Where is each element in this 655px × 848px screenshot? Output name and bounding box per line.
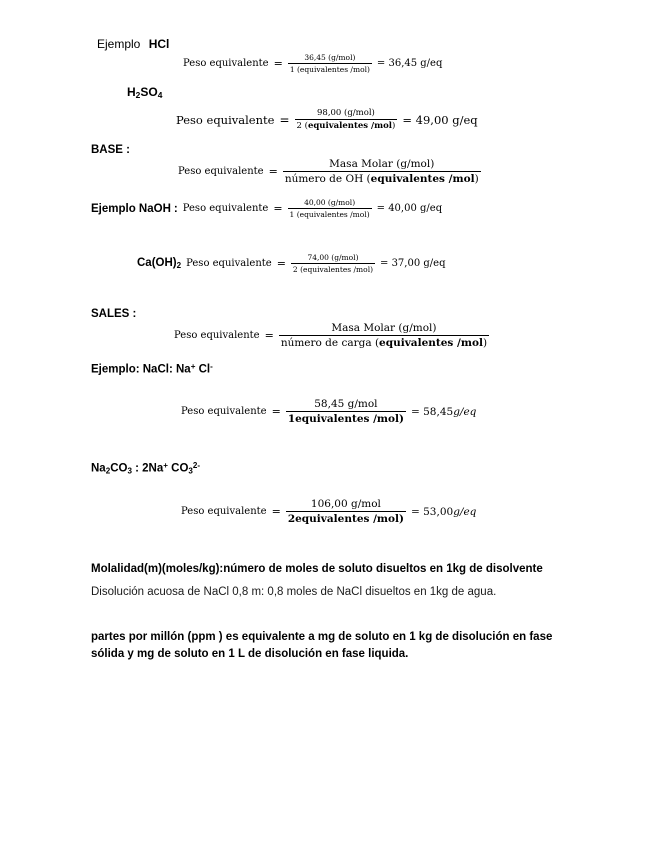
- denominator: 2equivalentes /mol): [287, 513, 404, 525]
- result: [411, 406, 476, 418]
- denominator-part: 2 (: [296, 121, 308, 131]
- equation-label: Peso equivalente: [186, 258, 272, 269]
- result-value: = 58,45: [410, 405, 454, 418]
- result-unit: g/eq: [453, 405, 477, 418]
- denominator: 2 (equivalentes /mol): [292, 265, 374, 274]
- charge-superscript: -: [210, 362, 213, 371]
- charge-superscript: +: [190, 362, 196, 371]
- numerator: 74,00 (g/mol): [307, 253, 359, 262]
- denominator-part: número de OH (: [284, 173, 371, 185]
- equation-label: Peso equivalente: [176, 112, 275, 127]
- charge-superscript: +: [163, 461, 168, 470]
- nacl-heading: [91, 362, 213, 376]
- result-unit: g/eq: [453, 505, 477, 518]
- formula-subscript: 2: [176, 261, 182, 270]
- formula-part: : 2Na: [131, 462, 164, 475]
- nacl-text: Ejemplo: NaCl: Na: [91, 363, 191, 376]
- h2so4-heading: [127, 85, 162, 100]
- result: = 37,00 g/eq: [380, 258, 446, 269]
- fraction: [295, 108, 398, 131]
- formula-subscript: 3: [188, 466, 193, 476]
- denominator: [295, 119, 398, 131]
- denominator: 1 (equivalentes /mol): [289, 65, 370, 74]
- numerator: 98,00 (g/mol): [317, 108, 375, 118]
- sales-heading: SALES :: [91, 308, 137, 320]
- equation-label: Peso equivalente: [181, 406, 267, 417]
- na2co3-heading: [91, 461, 200, 476]
- denominator: [279, 335, 489, 349]
- fraction: [286, 398, 406, 425]
- fraction: [283, 158, 481, 185]
- molalidad-definition: Molalidad(m)(moles/kg):número de moles de soluto disueltos en 1kg de disolvente: [91, 563, 543, 575]
- hcl-formula: HCl: [148, 37, 170, 51]
- numerator: 106,00 g/mol: [310, 498, 381, 510]
- base-heading: BASE :: [91, 144, 130, 156]
- example-prefix: Ejemplo: [97, 37, 141, 51]
- numerator: 58,45 g/mol: [314, 398, 378, 410]
- equals-sign: =: [273, 57, 283, 70]
- equation-caoh2: [137, 253, 445, 274]
- formula-subscript: 4: [157, 90, 163, 101]
- equation-label: Peso equivalente: [174, 330, 260, 341]
- result: = 49,00 g/eq: [402, 112, 478, 127]
- formula-part: CO: [167, 462, 189, 475]
- numerator: Masa Molar (g/mol): [331, 322, 437, 334]
- ppm-definition-line2: sólida y mg de soluto en 1 L de disolución en fase liquida.: [91, 648, 409, 660]
- result: = 40,00 g/eq: [376, 203, 443, 214]
- equation-na2co3: [181, 498, 476, 525]
- nacl-text: Cl: [195, 363, 211, 376]
- result-value: = 53,00: [410, 505, 454, 518]
- fraction: [288, 198, 372, 219]
- denominator-part: ): [474, 173, 479, 185]
- numerator: 40,00 (g/mol): [304, 198, 356, 207]
- formula-subscript: 3: [127, 466, 132, 476]
- charge-superscript: 2-: [192, 461, 201, 470]
- equation-label: Peso equivalente: [183, 58, 269, 69]
- caoh2-heading: [137, 257, 181, 270]
- denominator-part: ): [482, 337, 488, 349]
- fraction: [286, 498, 406, 525]
- formula-part: CO: [110, 462, 128, 475]
- result: [411, 506, 476, 518]
- equals-sign: =: [273, 202, 283, 215]
- formula-part: Na: [91, 462, 106, 475]
- equation-hcl: [183, 53, 442, 74]
- denominator-bold: equivalentes /mol: [370, 173, 475, 185]
- equals-sign: =: [271, 505, 281, 518]
- denominator: [283, 171, 481, 185]
- formula-subscript: 2: [135, 90, 141, 101]
- equals-sign: =: [279, 112, 290, 127]
- colon: :: [173, 202, 178, 215]
- equation-sales: [174, 322, 489, 349]
- equation-label: Peso equivalente: [181, 506, 267, 517]
- numerator: Masa Molar (g/mol): [329, 158, 435, 170]
- equation-nacl: [181, 398, 476, 425]
- denominator-part: número de carga (: [280, 337, 380, 349]
- denominator-part: ): [392, 121, 396, 131]
- acid-example-heading: [97, 37, 169, 51]
- equation-label: Peso equivalente: [182, 203, 269, 214]
- denominator: 1equivalentes /mol): [287, 413, 404, 425]
- denominator-bold: equivalentes /mol: [307, 121, 393, 131]
- formula-part: Ca(OH): [137, 257, 177, 269]
- equation-base: [178, 158, 481, 185]
- equals-sign: =: [271, 405, 281, 418]
- equation-label: Peso equivalente: [178, 166, 264, 177]
- denominator-bold: equivalentes /mol: [379, 337, 483, 349]
- equation-h2so4: [176, 108, 478, 131]
- equals-sign: =: [264, 329, 274, 342]
- fraction: [291, 253, 375, 274]
- fraction: [279, 322, 489, 349]
- result: = 36,45 g/eq: [376, 58, 443, 69]
- ppm-definition-line1: partes por millón (ppm ) es equivalente a mg de soluto en 1 kg de disolución en fase: [91, 631, 553, 643]
- formula-part: H: [127, 85, 136, 99]
- equals-sign: =: [276, 257, 286, 270]
- numerator: 36,45 (g/mol): [304, 53, 356, 62]
- fraction: [288, 53, 372, 74]
- formula-part: SO: [140, 85, 158, 99]
- equals-sign: =: [268, 165, 278, 178]
- equation-naoh: [91, 198, 442, 219]
- naoh-heading: Ejemplo NaOH: [91, 202, 171, 215]
- denominator: 1 (equivalentes /mol): [289, 210, 370, 219]
- molalidad-example: Disolución acuosa de NaCl 0,8 m: 0,8 moles de NaCl disueltos en 1kg de agua.: [91, 586, 497, 598]
- formula-subscript: 2: [105, 466, 111, 476]
